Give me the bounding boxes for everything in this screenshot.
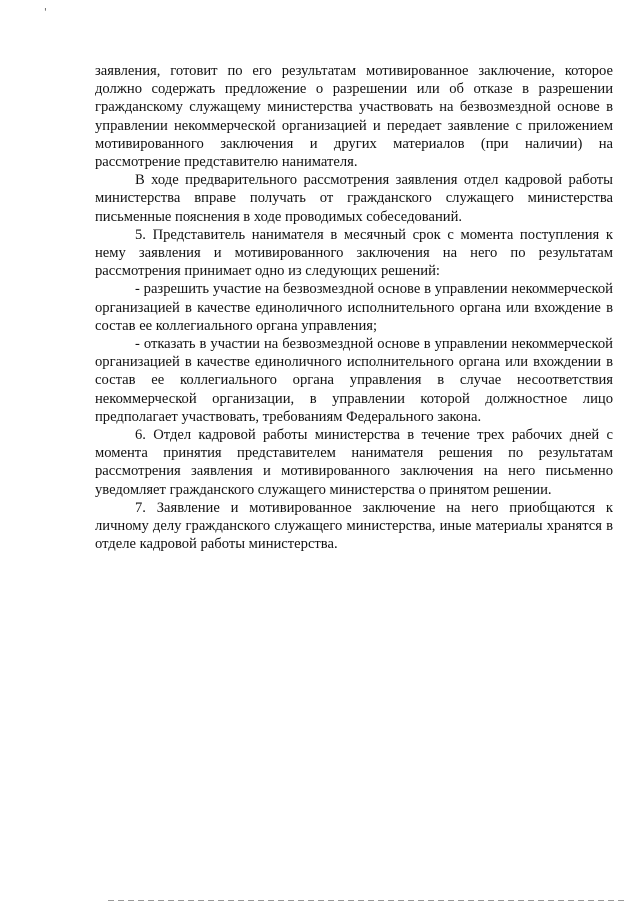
list-item-refuse: - отказать в участии на безвозмездной основе в управлении некоммерческой организацией в качестве единоличного исполнительного органа или вхождении в состав ее коллегиального органа управления в случае несоответствия некоммерческой организации, в управлении которой должностное лицо предполагает участвовать, требованиям Федерального закона. <box>95 336 613 425</box>
paragraph-continuation: заявления, готовит по его результатам мотивированное заключение, которое должно содержать предложение о разрешении или об отказе в разрешении гражданскому служащему министерства участвовать на безвозмездной основе в управлении некоммерческой организацией и передает заявление с приложением мотивированного заключения и других материалов (при наличии) на рассмотрение представителю нанимателя. <box>95 63 613 171</box>
bottom-scan-line <box>108 900 628 901</box>
paragraph-item-7: 7. Заявление и мотивированное заключение на него приобщаются к личному делу гражданского служащего министерства, иные материалы хранятся в отделе кадровой работы министерства. <box>95 499 613 553</box>
paragraph-preliminary-review: В ходе предварительного рассмотрения заявления отдел кадровой работы министерства вправе получать от гражданского служащего министерства письменные пояснения в ходе проводимых собеседований. <box>95 172 613 225</box>
document-body <box>95 62 613 553</box>
list-item-permit: - разрешить участие на безвозмездной основе в управлении некоммерческой организацией в качестве единоличного исполнительного органа или вхождение в состав ее коллегиального органа управления; <box>95 281 613 334</box>
scan-artifact-mark: ' <box>44 7 47 18</box>
paragraph-item-5: 5. Представитель нанимателя в месячный срок с момента поступления к нему заявления и мотивированного заключения на него по результатам рассмотрения принимает одно из следующих решений: <box>95 226 613 280</box>
paragraph-item-6: 6. Отдел кадровой работы министерства в течение трех рабочих дней с момента принятия представителем нанимателя решения по результатам рассмотрения заявления и мотивированного заключения на него письменно уведомляет гражданского служащего министерства о принятом решении. <box>95 427 613 498</box>
